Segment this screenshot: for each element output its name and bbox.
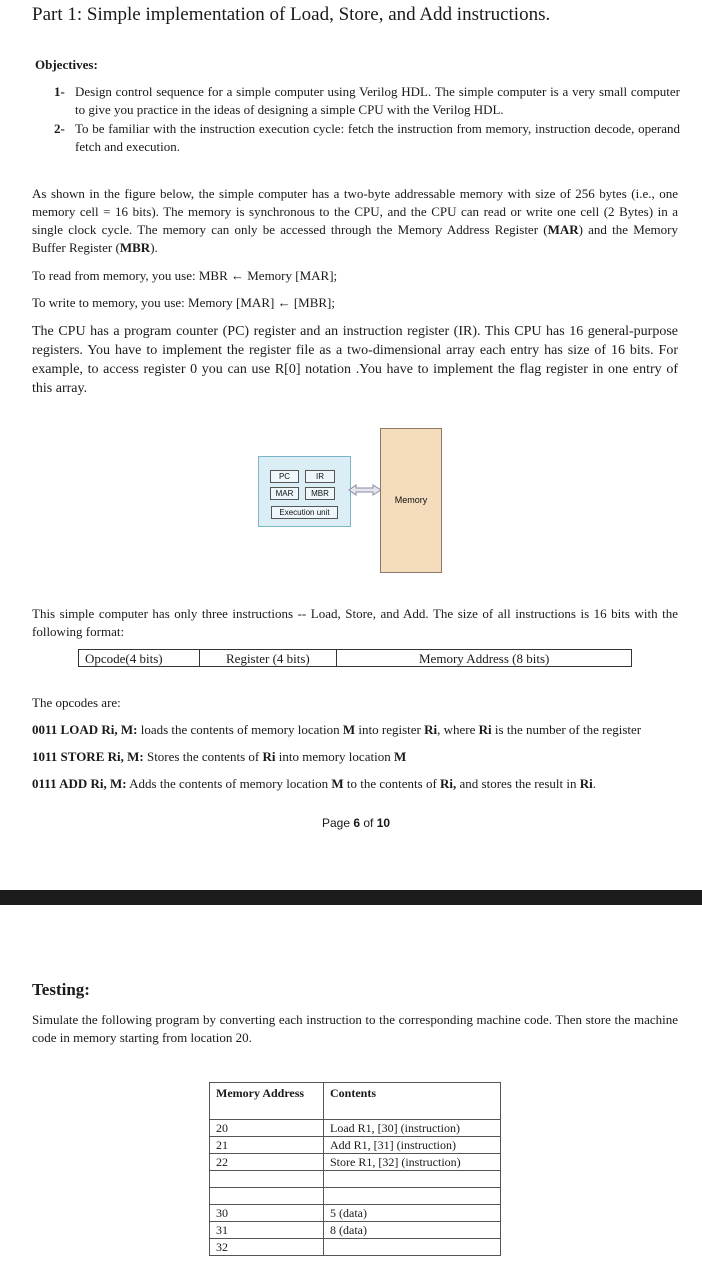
contents-cell	[324, 1171, 501, 1188]
contents-cell: Load R1, [30] (instruction)	[324, 1120, 501, 1137]
register-field: Register (4 bits)	[200, 650, 337, 666]
write-memory-line: To write to memory, you use: Memory [MAR] ← [MBR];	[32, 295, 335, 310]
testing-heading: Testing:	[32, 980, 90, 999]
opcode-text: loads the contents of memory location	[137, 722, 343, 737]
footer-text: of	[360, 816, 377, 830]
opcode-term: M	[331, 776, 344, 791]
memory-paragraph-part: As shown in the figure below, the simple computer has a two-byte addressable memory with size of 256 bytes (i.e., one memory cell = 16 bits). The memory is synchronous to the CPU, and the CPU can read or write one cell (2 Bytes) in a single clock cycle. The memory can only be accessed through the Memory Address Register (	[32, 186, 678, 237]
opcode-text: to the contents of	[343, 776, 441, 791]
page-footer	[322, 816, 390, 830]
opcode-text: , where	[437, 722, 479, 737]
address-cell: 22	[210, 1154, 324, 1171]
address-cell: 21	[210, 1137, 324, 1154]
table-row	[210, 1205, 501, 1222]
table-row	[210, 1188, 501, 1205]
ir-register: IR	[305, 470, 335, 483]
opcode-term: M	[393, 749, 407, 764]
objective-item	[54, 120, 680, 156]
table-row	[210, 1154, 501, 1171]
table-row	[210, 1239, 501, 1256]
page-divider	[0, 890, 702, 905]
table-row	[210, 1137, 501, 1154]
bidirectional-arrow-icon	[348, 484, 382, 496]
objective-text: Design control sequence for a simple computer using Verilog HDL. The simple computer is a very small computer to give you practice in the ideas of designing a simple CPU with the Verilog HDL.	[75, 84, 680, 117]
address-cell: 31	[210, 1222, 324, 1239]
opcode-text: is the number of the register	[491, 722, 642, 737]
opcode-term: Ri	[424, 722, 438, 737]
objective-number: 2-	[54, 121, 65, 136]
opcodes-heading: The opcodes are:	[32, 695, 121, 710]
contents-cell: 8 (data)	[324, 1222, 501, 1239]
objective-number: 1-	[54, 84, 65, 99]
mar-term: MAR	[547, 222, 579, 237]
memory-paragraph-part: ).	[150, 240, 158, 255]
opcode-term: Ri	[262, 749, 276, 764]
read-memory-line: To read from memory, you use: MBR ← Memory [MAR];	[32, 268, 338, 283]
page-number: 6	[353, 816, 361, 830]
column-header: Memory Address	[210, 1083, 324, 1120]
address-cell: 30	[210, 1205, 324, 1222]
instruction-paragraph: This simple computer has only three instructions -- Load, Store, and Add. The size of all instructions is 16 bits with the following format:	[32, 606, 678, 639]
opcode-text: into memory location	[275, 749, 394, 764]
opcode-label: 0011 LOAD Ri, M:	[32, 722, 138, 737]
instruction-format-table	[78, 649, 632, 667]
opcode-text: Adds the contents of memory location	[126, 776, 332, 791]
memory-paragraph	[32, 185, 678, 257]
column-header: Contents	[324, 1083, 501, 1120]
memory-block	[380, 428, 442, 573]
contents-cell: Store R1, [32] (instruction)	[324, 1154, 501, 1171]
mbr-term: MBR	[119, 240, 151, 255]
memory-table	[209, 1082, 501, 1256]
address-cell	[210, 1188, 324, 1205]
opcode-text: into register	[355, 722, 425, 737]
objective-item	[54, 83, 680, 119]
testing-paragraph: Simulate the following program by converting each instruction to the corresponding machine code. Then store the machine code in memory starting from location 20.	[32, 1012, 678, 1045]
address-cell: 20	[210, 1120, 324, 1137]
memory-address-field: Memory Address (8 bits)	[419, 651, 550, 666]
opcode-term: M	[342, 722, 356, 737]
opcode-term: Ri	[579, 776, 593, 791]
table-row	[210, 1171, 501, 1188]
page-title: Part 1: Simple implementation of Load, Store, and Add instructions.	[32, 4, 551, 25]
address-cell: 32	[210, 1239, 324, 1256]
table-row	[210, 1222, 501, 1239]
opcode-store-line	[32, 749, 406, 765]
opcode-text: Stores the contents of	[143, 749, 263, 764]
contents-cell	[324, 1188, 501, 1205]
opcode-load-line	[32, 722, 641, 738]
opcode-text: .	[592, 776, 597, 791]
opcode-label: 1011 STORE Ri, M:	[32, 749, 144, 764]
cpu-paragraph: The CPU has a program counter (PC) register and an instruction register (IR). This CPU has 16 general-purpose registers. You have to implement the register file as a two-dimensional array each entry has size of 16 bits. For example, to access register 0 you can use R[0] notation .You have to implement the flag register in one entry of this array.	[32, 324, 678, 396]
opcode-term: Ri	[478, 722, 492, 737]
address-cell	[210, 1171, 324, 1188]
opcode-add-line	[32, 776, 596, 792]
page-total: 10	[376, 816, 391, 830]
table-row	[210, 1120, 501, 1137]
mar-register: MAR	[270, 487, 299, 500]
table-header-row	[210, 1083, 501, 1120]
contents-cell	[324, 1239, 501, 1256]
opcode-label: 0111 ADD Ri, M:	[32, 776, 127, 791]
opcode-field: Opcode(4 bits)	[79, 650, 200, 666]
mbr-register: MBR	[305, 487, 335, 500]
contents-cell: Add R1, [31] (instruction)	[324, 1137, 501, 1154]
contents-cell: 5 (data)	[324, 1205, 501, 1222]
opcode-term: Ri,	[440, 776, 457, 791]
objective-text: To be familiar with the instruction execution cycle: fetch the instruction from memory, instruction decode, operand fetch and execution.	[75, 121, 680, 154]
footer-text: Page	[322, 816, 354, 830]
objectives-heading: Objectives:	[35, 57, 98, 72]
pc-register: PC	[270, 470, 299, 483]
execution-unit: Execution unit	[271, 506, 338, 519]
memory-label: Memory	[394, 495, 428, 505]
cpu-block	[258, 456, 351, 527]
opcode-text: and stores the result in	[456, 776, 580, 791]
memory-paragraph-part: ) and the Memory Buffer Register (	[32, 222, 678, 255]
